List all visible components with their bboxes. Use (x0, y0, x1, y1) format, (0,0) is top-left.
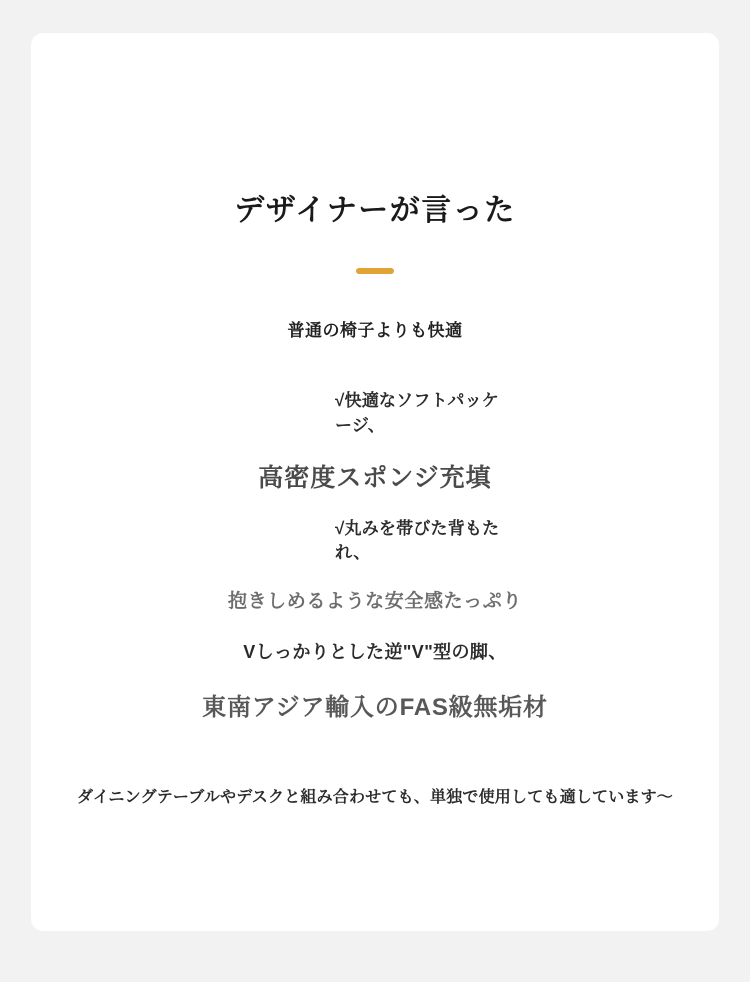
footnote: ダイニングテーブルやデスクと組み合わせても、単独で使用しても適しています〜 (76, 789, 674, 807)
subtitle: 普通の椅子よりも快適 (287, 321, 463, 340)
product-description-card (31, 33, 719, 931)
feature-safety-hug: 抱きしめるような安全感たっぷり (227, 590, 522, 612)
feature-v-legs: Vしっかりとした逆"V"型の脚、 (243, 642, 507, 663)
feature-rounded-backrest: √丸みを帯びた背もたれ、 (335, 518, 500, 563)
feature-soft-package: √快適なソフトパッケージ、 (335, 391, 499, 435)
card-content (31, 33, 719, 931)
feature-list (31, 389, 719, 726)
page-title: デザイナーが言った (234, 194, 516, 227)
feature-fas-solid-wood: 東南アジア輸入のFAS級無垢材 (202, 694, 548, 722)
feature-high-density-sponge: 高密度スポンジ充填 (258, 464, 492, 493)
